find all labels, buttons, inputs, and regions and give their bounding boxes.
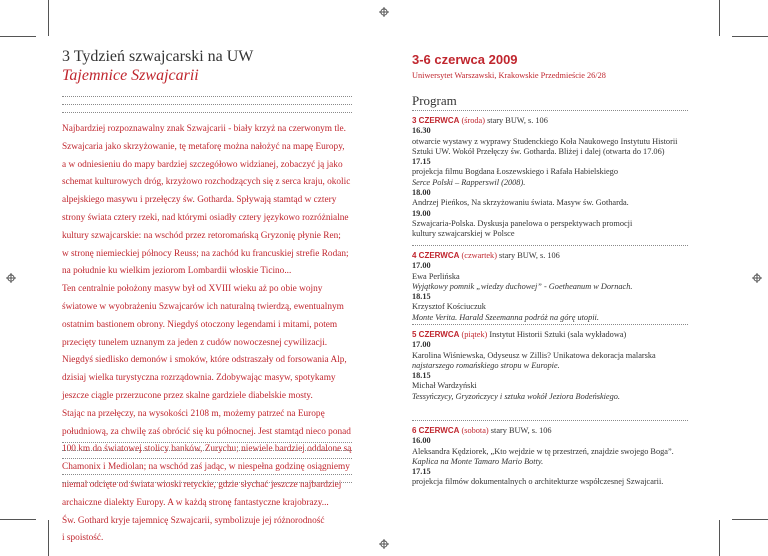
- event-line: Tessyńczycy, Gryzończycy i sztuka wokół Jeziora Bodeńskiego.: [412, 391, 620, 401]
- dotted-divider: [62, 112, 352, 113]
- intro-line: w stronę niemieckiej północy Reuss; na zachód ku francuskiej strefie Rodan;: [62, 248, 349, 259]
- event-line: Sztuki UW. Wokół Przełęczy św. Gotharda. Bliżej i dalej (otwarta do 17.06): [412, 146, 665, 156]
- event-time: 17.15: [412, 467, 431, 477]
- intro-line: a w odniesieniu do mapy bardziej szczegółowo widzianej, zobaczyć ją jako: [62, 159, 343, 170]
- intro-line: strony świata cztery rzeki, nad którymi osiadły cztery językowo rozróżnialne: [62, 212, 349, 223]
- dotted-divider: [412, 420, 688, 421]
- event-dates: 3-6 czerwca 2009: [412, 52, 518, 67]
- event-time: 18.00: [412, 188, 431, 198]
- intro-line: ostatnim bastionem obrony. Niegdyś otoczony legendami i mitami, potem: [62, 319, 338, 330]
- crop-mark: [719, 0, 720, 36]
- event-line: Karolina Wiśniewska, Odyseusz w Zillis? Unikatowa dekoracja malarska: [412, 350, 656, 360]
- day-place: stary BUW, s. 106: [499, 251, 560, 260]
- intro-line: dzisiaj wielka turystyczna rozrządownia. Zdobywając masyw, spotykamy: [62, 373, 336, 384]
- event-line: projekcja filmu Bogdana Łoszewskiego i Rafała Habielskiego: [412, 167, 618, 177]
- intro-line: Św. Gothard kryje tajemnicę Szwajcarii, symbolizuje jej różnorodność: [62, 515, 325, 526]
- intro-line: 100 km do światowej stolicy banków, Zurychu; niewiele bardziej oddalone są: [62, 444, 352, 455]
- day-place: stary BUW, s. 106: [490, 426, 552, 435]
- registration-mark-icon: [6, 273, 16, 283]
- program-day: [412, 330, 692, 402]
- intro-line: Chamonix i Mediolan; na wschód zaś jadąc, w niespełna godzinę osiągniemy: [62, 462, 350, 473]
- day-date: 5 CZERWCA: [412, 330, 460, 339]
- intro-line: światowe w wyobrażeniu Szwajcarów ich naturalną twierdzą, ewentualnym: [62, 301, 344, 312]
- dotted-divider: [62, 104, 352, 105]
- event-time: 17.15: [412, 157, 431, 167]
- event-time: 17.00: [412, 261, 431, 271]
- dotted-divider: [62, 458, 352, 459]
- event-time: 16.30: [412, 126, 431, 136]
- crop-mark: [732, 36, 768, 37]
- event-line: Krzysztof Kościuczuk: [412, 302, 486, 312]
- event-line: Aleksandra Kędziorek, „Kto wejdzie w tę przestrzeń, znajdzie swojego Boga”.: [412, 446, 674, 456]
- event-line: Szwajcaria-Polska. Dyskusja panelowa o perspektywach promocji: [412, 218, 633, 228]
- crop-mark: [719, 520, 720, 556]
- intro-line: jeszcze ciągle przerzucone przez skalne gardziele diabelskie mosty.: [62, 390, 313, 401]
- day-date: 6 CZERWCA: [412, 426, 460, 435]
- crop-mark: [48, 0, 49, 36]
- dotted-divider: [412, 110, 688, 111]
- intro-line: niemal odcięte od świata wioski retyckie, gdzie słychać jeszcze najbardziej: [62, 479, 342, 490]
- event-time: 17.00: [412, 340, 431, 350]
- dotted-divider: [62, 482, 352, 483]
- day-weekday: (środa): [461, 116, 485, 125]
- registration-mark-icon: [379, 7, 389, 17]
- event-line: projekcja filmów dokumentalnych o architekturze współczesnej Szwajcarii.: [412, 477, 664, 487]
- event-venue: Uniwersytet Warszawski, Krakowskie Przedmieście 26/28: [412, 71, 606, 80]
- dotted-divider: [62, 474, 352, 475]
- registration-mark-icon: [752, 273, 762, 283]
- event-line: Kaplica na Monte Tamaro Mario Botty.: [412, 456, 544, 466]
- intro-line: przecięty tunelem uznanym za jeden z cudów nowoczesnej cywilizacji.: [62, 337, 328, 348]
- event-line: Ewa Perlińska: [412, 271, 460, 281]
- crop-mark: [0, 36, 36, 37]
- event-line: Wyjątkowy pomnik „wiedzy duchowej” - Goetheanum w Dornach.: [412, 281, 633, 291]
- intro-line: Ten centralnie położony masyw był od XVIII wieku aż po obie wojny: [62, 284, 323, 295]
- intro-line: na południe ku wielkim jeziorom Lombardii włoskie Ticino...: [62, 266, 292, 277]
- day-place: stary BUW, s. 106: [487, 116, 548, 125]
- day-date: 3 CZERWCA: [412, 116, 460, 125]
- page-subtitle: Tajemnice Szwajcarii: [62, 67, 199, 84]
- day-header: [412, 116, 692, 126]
- event-time: 18.15: [412, 371, 431, 381]
- intro-line: alpejskiego masywu i przełęczy św. Gotharda. Spływają stamtąd w cztery: [62, 195, 337, 206]
- intro-line: schemat kulturowych dróg, krzyżowo rozchodzących się z serca kraju, okolic: [62, 177, 351, 188]
- event-time: 19.00: [412, 208, 431, 218]
- event-line: kultury szwajcarskiej w Polsce: [412, 229, 515, 239]
- dotted-divider: [412, 324, 688, 325]
- event-line: Serce Polski – Rapperswil (2008).: [412, 177, 526, 187]
- event-time: 18.15: [412, 292, 431, 302]
- day-header: [412, 330, 692, 340]
- program-heading: Program: [412, 93, 457, 108]
- dotted-divider: [62, 96, 352, 97]
- intro-text: [62, 121, 352, 548]
- intro-line: Stając na przełęczy, na wysokości 2108 m, możemy patrzeć na Europę: [62, 408, 325, 419]
- crop-mark: [732, 519, 768, 520]
- day-weekday: (sobota): [461, 426, 489, 435]
- day-weekday: (piątek): [461, 330, 488, 339]
- intro-line: kultury szwajcarskie: na wschód przez retoromańską Gryzonię płynie Ren;: [62, 230, 341, 241]
- event-line: Monte Verita. Harald Szeemanna podróż na górę utopii.: [412, 312, 599, 322]
- day-place: Instytut Historii Sztuki (sala wykładowa): [489, 330, 627, 339]
- page-title: 3 Tydzień szwajcarski na UW: [62, 48, 254, 65]
- event-time: 16.00: [412, 436, 431, 446]
- program-day: [412, 251, 692, 323]
- day-date: 4 CZERWCA: [412, 251, 460, 260]
- crop-mark: [48, 520, 49, 556]
- program-day: [412, 116, 692, 240]
- crop-mark: [0, 519, 36, 520]
- intro-line: archaiczne dialekty Europy. A w każdą stronę fantastyczne krajobrazy...: [62, 497, 329, 508]
- event-line: najstarszego romańskiego stropu w Europie.: [412, 360, 560, 370]
- day-header: [412, 426, 692, 436]
- intro-line: Szwajcaria jako skrzyżowanie, tę metaforę można nałożyć na mapę Europy,: [62, 141, 345, 152]
- intro-line: Najbardziej rozpoznawalny znak Szwajcarii - biały krzyż na czerwonym tle.: [62, 124, 346, 134]
- dotted-divider: [412, 245, 688, 246]
- intro-line: i spoistość.: [62, 533, 104, 544]
- dotted-divider: [62, 450, 352, 451]
- program-day: [412, 426, 692, 488]
- intro-line: Niegdyś siedlisko demonów i smoków, które odstraszały od forsowania Alp,: [62, 355, 347, 366]
- registration-mark-icon: [379, 539, 389, 549]
- day-weekday: (czwartek): [461, 251, 497, 260]
- day-header: [412, 251, 692, 261]
- event-line: otwarcie wystawy z wyprawy Studenckiego Koła Naukowego Instytutu Historii: [412, 136, 678, 146]
- event-line: Michał Wardzyński: [412, 381, 477, 391]
- event-line: Andrzej Pieńkos, Na skrzyżowaniu świata. Masyw św. Gotharda.: [412, 198, 629, 208]
- intro-line: południową, za chwilę zaś obrócić się ku północnej. Jest stamtąd nieco ponad: [62, 426, 351, 437]
- dotted-divider: [62, 442, 352, 443]
